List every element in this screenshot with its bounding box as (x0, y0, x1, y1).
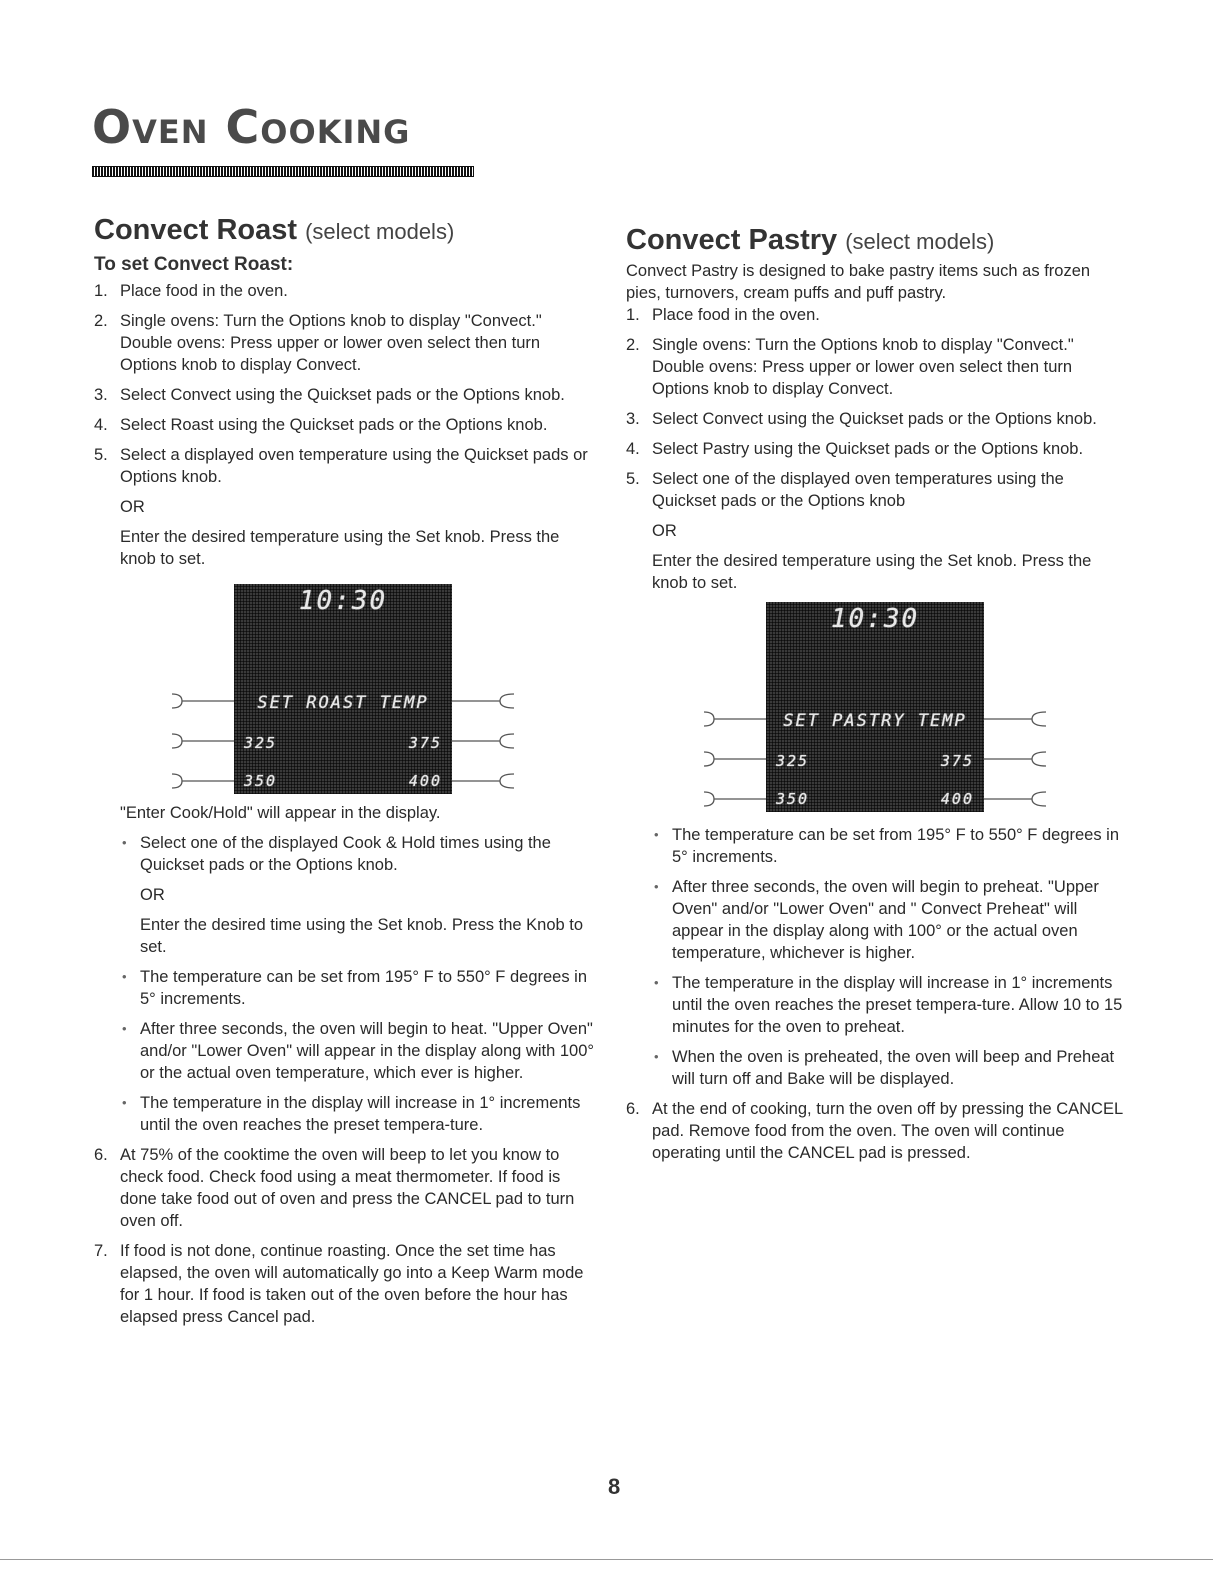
roast-step-1 (94, 280, 594, 302)
convect-pastry-section (626, 222, 1126, 1172)
roast-bullet (120, 1018, 594, 1084)
roast-step-2 (94, 310, 594, 376)
step-number: 6. (626, 1100, 640, 1118)
convect-roast-subheading: To set Convect Roast: (94, 254, 294, 275)
roast-step-5 (94, 444, 594, 570)
step-text: Single ovens: Turn the Options knob to display "Convect." Double ovens: Press upper or lower oven select then turn Options knob to display Convect. (120, 312, 542, 374)
step-text: Select a displayed oven temperature using the Quickset pads or Options knob. (120, 446, 588, 486)
step-number: 1. (94, 282, 108, 300)
lcd-option: 350 (776, 790, 810, 808)
bullet-text: • The temperature in the display will increase in 1° increments until the oven reaches the preset tempera-ture. Allow 10 to 15 minutes for the oven to preheat. (672, 974, 1123, 1036)
step-text: Select Pastry using the Quickset pads or the Options knob. (652, 440, 1084, 458)
step-text: Select Convect using the Quickset pads or the Options knob. (120, 386, 565, 404)
pastry-step-5-continued (626, 824, 1126, 1090)
step-or: OR (652, 522, 677, 540)
convect-roast-qualifier: (select models) (305, 219, 455, 244)
roast-bullets (120, 832, 594, 1136)
lcd-time: 10:30 (298, 586, 388, 616)
lcd-option: 325 (776, 752, 810, 770)
convect-roast-section (94, 212, 594, 1336)
convect-pastry-qualifier: (select models) (845, 229, 995, 254)
lcd-screen (766, 602, 984, 812)
step-number: 1. (626, 306, 640, 324)
convect-roast-steps-continued (94, 1144, 594, 1328)
step-text: Select one of the displayed oven temperatures using the Quickset pads or the Options knob (652, 470, 1064, 510)
step-text: Select Roast using the Quickset pads or the Options knob. (120, 416, 548, 434)
lcd-option: 400 (940, 790, 974, 808)
step-text: Place food in the oven. (120, 282, 288, 300)
pastry-bullet (652, 1046, 1126, 1090)
step-number: 5. (626, 470, 640, 488)
pastry-step-3 (626, 408, 1126, 430)
step-number: 2. (94, 312, 108, 330)
page-title: Oven Cooking (92, 100, 411, 154)
bullet-alt-text: Enter the desired time using the Set knob. Press the Knob to set. (140, 916, 584, 956)
step-text: At 75% of the cooktime the oven will beep to let you know to check food. Check food using a meat thermometer. If food is done take food out of oven and press the CANCEL pad to turn oven off. (120, 1146, 575, 1230)
pastry-step-4 (626, 438, 1126, 460)
roast-step-5-continued (94, 802, 594, 1136)
bullet-text: • Select one of the displayed Cook & Hold times using the Quickset pads or the Options knob. (140, 834, 551, 874)
pastry-step-1 (626, 304, 1126, 326)
lcd-option: 375 (408, 734, 442, 752)
bullet-text: • After three seconds, the oven will begin to preheat. "Upper Oven" and/or "Lower Oven" and " Convect Preheat" will appear in the display along with 100° or the actual oven temperature, whichever is higher. (672, 878, 1099, 962)
convect-roast-title: Convect Roast (94, 214, 298, 246)
title-rule (92, 166, 474, 177)
roast-oven-display (94, 584, 594, 794)
bullet-text: • After three seconds, the oven will begin to heat. "Upper Oven" and/or "Lower Oven" will appear in the display along with 100° or the actual oven temperature, which ever is higher. (140, 1020, 594, 1082)
convect-pastry-steps-continued (626, 1098, 1126, 1164)
step-or: OR (120, 498, 145, 516)
lcd-option: 350 (244, 772, 278, 790)
pastry-step-2 (626, 334, 1126, 400)
roast-bullet (120, 832, 594, 958)
pastry-bullet (652, 824, 1126, 868)
lcd-option: 400 (408, 772, 442, 790)
convect-pastry-steps (626, 304, 1126, 594)
lcd-time: 10:30 (830, 604, 920, 634)
bullet-or: OR (140, 886, 165, 904)
bullet-text: • The temperature in the display will increase in 1° increments until the oven reaches the preset tempera-ture. (140, 1094, 581, 1134)
convect-pastry-intro: Convect Pastry is designed to bake pastry items such as frozen pies, turnovers, cream puffs and puff pastry. (626, 262, 1091, 302)
lcd-option: 325 (244, 734, 278, 752)
roast-step-6 (94, 1144, 594, 1232)
step-number: 3. (94, 386, 108, 404)
step-text: At the end of cooking, turn the oven off by pressing the CANCEL pad. Remove food from the oven. The oven will continue operating until the CANCEL pad is pressed. (652, 1100, 1123, 1162)
bullet-text: • The temperature can be set from 195° F to 550° F degrees in 5° increments. (140, 968, 588, 1008)
bullet-text: • When the oven is preheated, the oven will beep and Preheat will turn off and Bake will be displayed. (672, 1048, 1115, 1088)
lcd-label: SET PASTRY TEMP (783, 711, 967, 731)
bullet-text: • The temperature can be set from 195° F to 550° F degrees in 5° increments. (672, 826, 1120, 866)
step-text: Single ovens: Turn the Options knob to display "Convect." Double ovens: Press upper or lower oven select then turn Options knob to display Convect. (652, 336, 1074, 398)
step-number: 6. (94, 1146, 108, 1164)
convect-pastry-heading (626, 222, 1126, 260)
convect-roast-steps (94, 280, 594, 570)
roast-step-3 (94, 384, 594, 406)
convect-pastry-title: Convect Pastry (626, 224, 838, 256)
footer-rule (0, 1559, 1213, 1560)
step-number: 2. (626, 336, 640, 354)
step-number: 5. (94, 446, 108, 464)
step-text: Place food in the oven. (652, 306, 820, 324)
roast-bullet (120, 966, 594, 1010)
roast-step-7 (94, 1240, 594, 1328)
roast-bullet (120, 1092, 594, 1136)
lcd-label: SET ROAST TEMP (257, 693, 429, 713)
pastry-bullet (652, 876, 1126, 964)
roast-display-note: "Enter Cook/Hold" will appear in the display. (120, 804, 441, 822)
convect-roast-heading (94, 212, 594, 250)
pastry-step-6 (626, 1098, 1126, 1164)
page-number: 8 (608, 1474, 621, 1499)
step-number: 4. (94, 416, 108, 434)
pastry-bullets (652, 824, 1126, 1090)
lcd-option: 375 (940, 752, 974, 770)
step-text: Select Convect using the Quickset pads or the Options knob. (652, 410, 1097, 428)
step-text: If food is not done, continue roasting. Once the set time has elapsed, the oven will automatically go into a Keep Warm mode for 1 hour. If food is taken out of the oven before the hour has elapsed press Cancel pad. (120, 1242, 584, 1326)
pastry-oven-display (626, 602, 1126, 812)
lcd-screen (234, 584, 452, 794)
roast-step-4 (94, 414, 594, 436)
step-alt-text: Enter the desired temperature using the Set knob. Press the knob to set. (120, 528, 560, 568)
step-alt-text: Enter the desired temperature using the Set knob. Press the knob to set. (652, 552, 1092, 592)
step-number: 3. (626, 410, 640, 428)
step-number: 7. (94, 1242, 108, 1260)
step-number: 4. (626, 440, 640, 458)
pastry-step-5 (626, 468, 1126, 594)
pastry-bullet (652, 972, 1126, 1038)
